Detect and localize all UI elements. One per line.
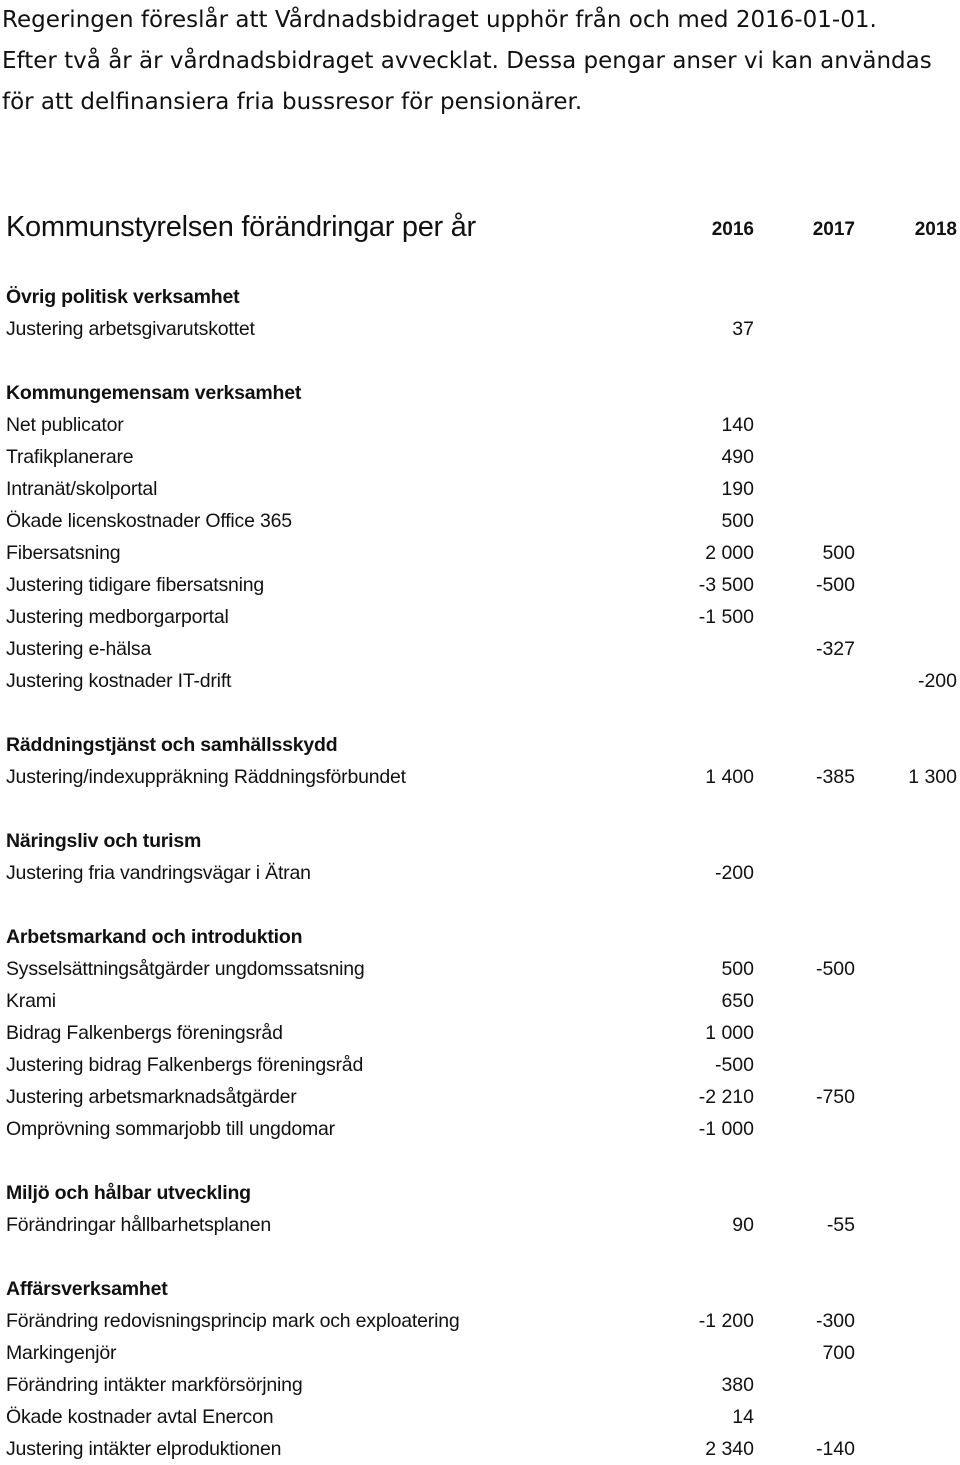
row-label: Förändring intäkter markförsörjning	[6, 1374, 303, 1396]
row-label: Ökade licenskostnader Office 365	[6, 510, 292, 532]
section-heading-label: Affärsverksamhet	[6, 1278, 168, 1300]
section-heading	[0, 1177, 960, 1209]
row-label: Fibersatsning	[6, 542, 121, 564]
intro-line: för att delfinansiera fria bussresor för pensionärer.	[2, 89, 583, 115]
table-row	[0, 1337, 960, 1369]
row-label: Förändringar hållbarhetsplanen	[6, 1214, 272, 1236]
table-header	[0, 207, 960, 251]
value-2017: 500	[822, 542, 855, 564]
year-header-2016: 2016	[711, 219, 754, 240]
row-label: Justering e-hälsa	[6, 638, 152, 660]
table-row	[0, 1369, 960, 1401]
value-2016: -1 200	[698, 1310, 754, 1332]
section-heading	[0, 729, 960, 761]
table-row	[0, 1017, 960, 1049]
value-2017: -385	[815, 766, 855, 788]
table-row	[0, 441, 960, 473]
section-heading	[0, 1273, 960, 1305]
year-header-2017: 2017	[812, 219, 855, 240]
row-label: Intranät/skolportal	[6, 478, 158, 500]
value-2017: -55	[826, 1214, 855, 1236]
section-heading-label: Övrig politisk verksamhet	[6, 286, 240, 308]
row-label: Bidrag Falkenbergs föreningsråd	[6, 1022, 283, 1044]
spacer-row	[0, 793, 960, 825]
table-row	[0, 953, 960, 985]
table-row	[0, 1081, 960, 1113]
value-2016: -1 500	[698, 606, 754, 628]
table-row	[0, 473, 960, 505]
table-row	[0, 537, 960, 569]
value-2017: -750	[815, 1086, 855, 1108]
row-label: Förändring redovisningsprincip mark och exploatering	[6, 1310, 460, 1332]
value-2016: 14	[732, 1406, 754, 1428]
table-title: Kommunstyrelsen förändringar per år	[6, 211, 476, 243]
value-2016: 90	[732, 1214, 754, 1236]
spacer-row	[0, 697, 960, 729]
table-row	[0, 633, 960, 665]
value-2016: 500	[721, 510, 754, 532]
value-2017: -327	[815, 638, 855, 660]
value-2016: -1 000	[698, 1118, 754, 1140]
table-row	[0, 1113, 960, 1145]
year-header-2018: 2018	[914, 219, 957, 240]
row-label: Justering arbetsgivarutskottet	[6, 318, 255, 340]
table-row	[0, 601, 960, 633]
table-row	[0, 1433, 960, 1465]
row-label: Justering arbetsmarknadsåtgärder	[6, 1086, 297, 1108]
value-2016: 2 000	[705, 542, 754, 564]
table-row	[0, 985, 960, 1017]
row-label: Omprövning sommarjobb till ungdomar	[6, 1118, 335, 1140]
row-label: Justering/indexuppräkning Räddningsförbundet	[6, 766, 406, 788]
section-heading-label: Miljö och hålbar utveckling	[6, 1182, 251, 1204]
intro-line: Efter två år är vårdnadsbidraget avvecklat. Dessa pengar anser vi kan användas	[2, 48, 932, 74]
table-row	[0, 857, 960, 889]
row-label: Markingenjör	[6, 1342, 117, 1364]
value-2016: -200	[714, 862, 754, 884]
table-row	[0, 1209, 960, 1241]
value-2017: -140	[815, 1438, 855, 1460]
value-2018: 1 300	[908, 766, 957, 788]
table-row	[0, 761, 960, 793]
spacer-row	[0, 345, 960, 377]
table-row	[0, 505, 960, 537]
section-heading-label: Näringsliv och turism	[6, 830, 202, 852]
value-2018: -200	[917, 670, 957, 692]
value-2016: -3 500	[698, 574, 754, 596]
value-2016: 380	[721, 1374, 754, 1396]
section-heading-label: Räddningstjänst och samhällsskydd	[6, 734, 338, 756]
section-heading	[0, 825, 960, 857]
table-row	[0, 1049, 960, 1081]
table-row	[0, 665, 960, 697]
section-heading	[0, 377, 960, 409]
row-label: Ökade kostnader avtal Enercon	[6, 1406, 274, 1428]
value-2016: 2 340	[705, 1438, 754, 1460]
section-heading-label: Arbetsmarkand och introduktion	[6, 926, 303, 948]
row-label: Justering kostnader IT-drift	[6, 670, 232, 692]
intro-paragraph	[2, 0, 958, 123]
spacer-row	[0, 1145, 960, 1177]
value-2016: 140	[721, 414, 754, 436]
table-body	[0, 281, 960, 1465]
value-2016: 37	[732, 318, 754, 340]
row-label: Trafikplanerare	[6, 446, 134, 468]
row-label: Justering bidrag Falkenbergs föreningsråd	[6, 1054, 364, 1076]
spacer-row	[0, 889, 960, 921]
value-2016: 650	[721, 990, 754, 1012]
table-row	[0, 313, 960, 345]
value-2016: 1 000	[705, 1022, 754, 1044]
section-heading	[0, 281, 960, 313]
row-label: Sysselsättningsåtgärder ungdomssatsning	[6, 958, 365, 980]
row-label: Justering medborgarportal	[6, 606, 229, 628]
table-row	[0, 569, 960, 601]
row-label: Krami	[6, 990, 56, 1012]
section-heading-label: Kommungemensam verksamhet	[6, 382, 302, 404]
value-2017: -500	[815, 574, 855, 596]
row-label: Justering fria vandringsvägar i Ätran	[6, 862, 311, 884]
value-2017: -300	[815, 1310, 855, 1332]
section-heading	[0, 921, 960, 953]
value-2016: 490	[721, 446, 754, 468]
row-label: Justering intäkter elproduktionen	[6, 1438, 282, 1460]
intro-line: Regeringen föreslår att Vårdnadsbidraget upphör från och med 2016-01-01.	[2, 7, 877, 33]
table-row	[0, 409, 960, 441]
row-label: Justering tidigare fibersatsning	[6, 574, 265, 596]
value-2016: 500	[721, 958, 754, 980]
value-2016: 1 400	[705, 766, 754, 788]
table-row	[0, 1305, 960, 1337]
spacer-row	[0, 1241, 960, 1273]
table-row	[0, 1401, 960, 1433]
value-2017: 700	[822, 1342, 855, 1364]
value-2017: -500	[815, 958, 855, 980]
value-2016: -500	[714, 1054, 754, 1076]
value-2016: 190	[721, 478, 754, 500]
row-label: Net publicator	[6, 414, 124, 436]
value-2016: -2 210	[698, 1086, 754, 1108]
